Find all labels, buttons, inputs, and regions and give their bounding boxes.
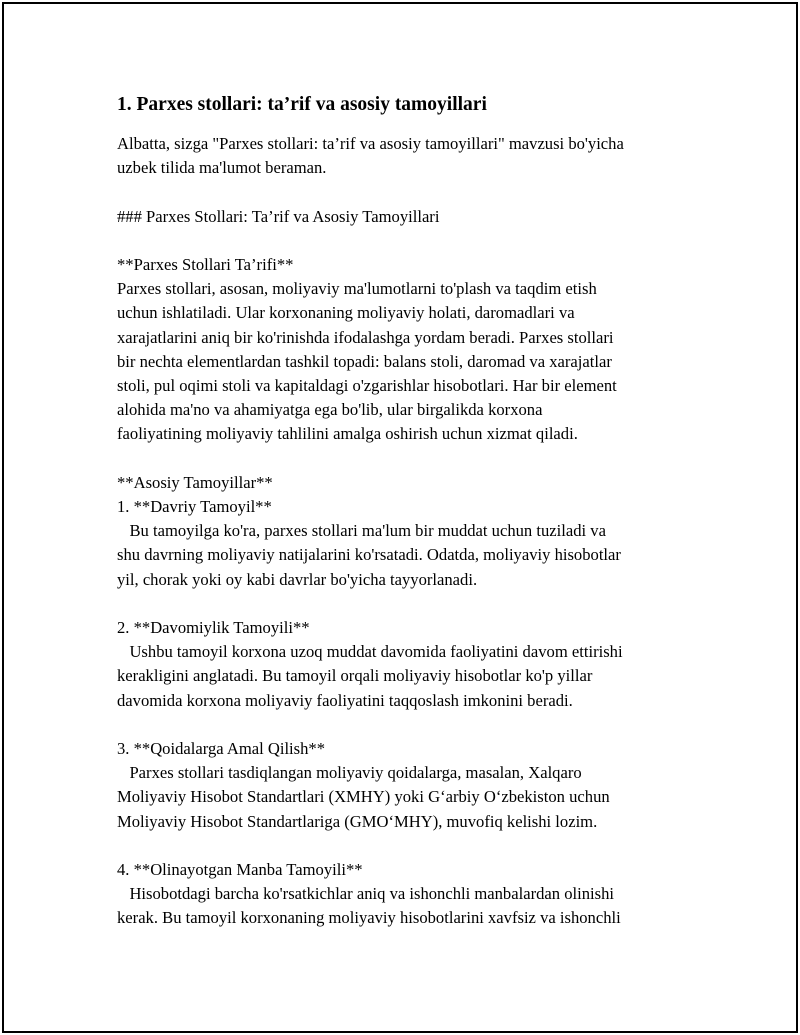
principle-3-text: Parxes stollari tasdiqlangan moliyaviy qoidalarga, masalan, Xalqaro Moliyaviy Hisobot Standartlari (XMHY) yoki G‘arbiy O‘zbekiston uchun Moliyaviy Hisobot Standartlariga (GMO‘MHY), muvofiq kelishi lozim. — [117, 763, 610, 831]
principles-heading: **Asosiy Tamoyillar** — [117, 472, 273, 492]
intro-paragraph: Albatta, sizga "Parxes stollari: ta’rif va asosiy tamoyillari" mavzusi bo'yicha uzbek tilida ma'lumot beraman. — [117, 134, 624, 178]
markdown-heading: ### Parxes Stollari: Ta’rif va Asosiy Tamoyillari — [117, 206, 440, 226]
spacer — [117, 713, 687, 737]
principle-4-text: Hisobotdagi barcha ko'rsatkichlar aniq va ishonchli manbalardan olinishi kerak. Bu tamoyil korxonaning moliyaviy hisobotlarini xavfsiz va ishonchli — [117, 884, 621, 928]
spacer — [117, 229, 687, 253]
spacer — [117, 592, 687, 616]
spacer — [117, 180, 687, 204]
definition-heading: **Parxes Stollari Ta’rifi** — [117, 254, 294, 274]
spacer — [117, 447, 687, 471]
principle-1-title: 1. **Davriy Tamoyil** — [117, 497, 272, 516]
principle-4-title: 4. **Olinayotgan Manba Tamoyili** — [117, 860, 363, 879]
document-title: 1. Parxes stollari: ta’rif va asosiy tamoyillari — [117, 94, 487, 115]
document-content — [117, 92, 687, 931]
definition-paragraph: Parxes stollari, asosan, moliyaviy ma'lumotlarni to'plash va taqdim etish uchun ishlatiladi. Ular korxonaning moliyaviy holati, daromadlari va xarajatlarini aniq bir ko'rinishda ifodalashga yordam beradi. Parxes stollari bir nechta elementlardan tashkil topadi: balans stoli, daromad va xarajatlar stoli, pul oqimi stoli va kapitaldagi o'zgarishlar hisobotlari. Har bir element alohida ma'no va ahamiyatga ega bo'lib, ular birgalikda korxona faoliyatining moliyaviy tahlilini amalga oshirish uchun xizmat qiladi. — [117, 279, 617, 444]
principle-3-title: 3. **Qoidalarga Amal Qilish** — [117, 739, 326, 758]
spacer — [117, 834, 687, 858]
principle-2-text: Ushbu tamoyil korxona uzoq muddat davomida faoliyatini davom ettirishi kerakligini anglatadi. Bu tamoyil orqali moliyaviy hisobotlar ko'p yillar davomida korxona moliyaviy faoliyatini taqqoslash imkonini beradi. — [117, 642, 623, 710]
principle-1-text: Bu tamoyilga ko'ra, parxes stollari ma'lum bir muddat uchun tuziladi va shu davrning moliyaviy natijalarini ko'rsatadi. Odatda, moliyaviy hisobotlar yil, chorak yoki oy kabi davrlar bo'yicha tayyorlanadi. — [117, 521, 621, 589]
principle-2-title: 2. **Davomiylik Tamoyili** — [117, 618, 310, 637]
